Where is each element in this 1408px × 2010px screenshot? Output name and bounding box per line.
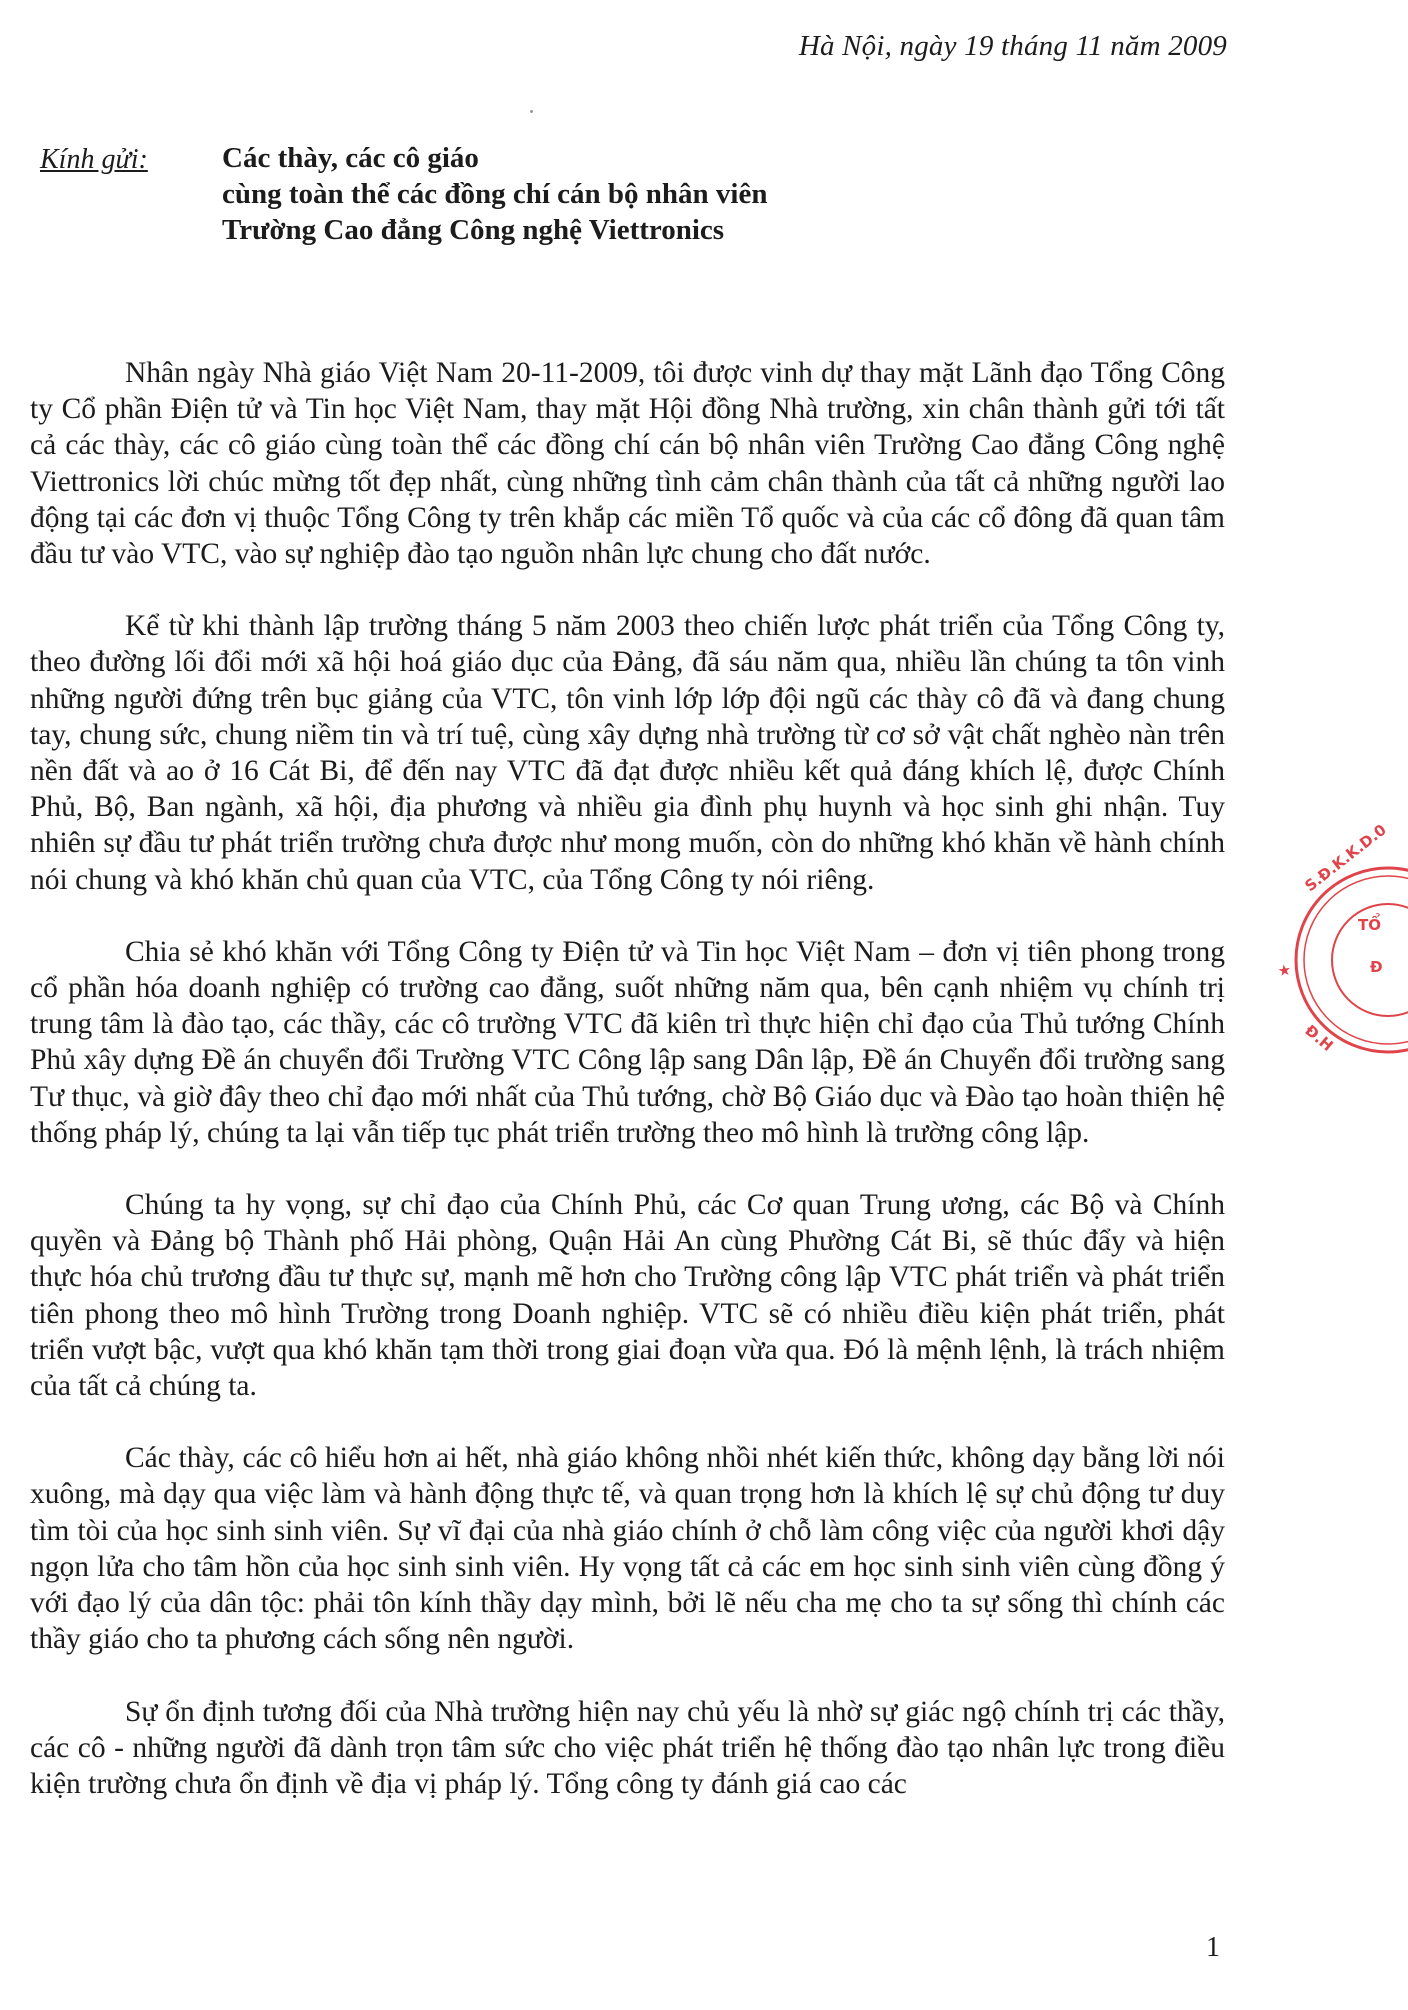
letter-body: [30, 355, 1225, 1838]
svg-text:★: ★: [1274, 962, 1295, 979]
paragraph: Sự ổn định tương đối của Nhà trường hiện nay chủ yếu là nhờ sự giác ngộ chính trị các thầy, các cô - những người đã dành trọn tâm sức cho việc phát triển hệ thống đào tạo nhân lực trong điều kiện trường chưa ổn định về địa vị pháp lý. Tổng công ty đánh giá cao các: [30, 1695, 1225, 1800]
paragraph: Các thày, các cô hiểu hơn ai hết, nhà giáo không nhồi nhét kiến thức, không dạy bằng lời nói xuông, mà dạy qua việc làm và hành động thực tế, và quan trọng hơn là khích lệ sự chủ động tư duy tìm tòi của học sinh sinh viên. Sự vĩ đại của nhà giáo chính ở chỗ làm công việc của người khơi dậy ngọn lửa cho tâm hồn của học sinh sinh viên. Hy vọng tất cả các em học sinh sinh viên cùng đồng ý với đạo lý của dân tộc: phải tôn kính thầy dạy mình, bởi lẽ nếu cha mẹ cho ta sự sống thì chính các thầy giáo cho ta phương cách sống nên người.: [30, 1442, 1225, 1656]
recipient-lines: [222, 140, 767, 248]
recipient-line: Các thày, các cô giáo: [222, 142, 479, 174]
recipient-label: Kính gửi:: [40, 144, 148, 175]
svg-text:TỔ: TỔ: [1358, 916, 1381, 934]
svg-text:S.Đ.K.K.D.0: S.Đ.K.K.D.0: [1301, 820, 1390, 896]
page-number: 1: [1206, 1932, 1220, 1963]
recipient-line: cùng toàn thể các đồng chí cán bộ nhân viên: [222, 178, 768, 210]
paragraph: Chia sẻ khó khăn với Tổng Công ty Điện tử và Tin học Việt Nam – đơn vị tiên phong trong cổ phần hóa doanh nghiệp có trường cao đẳng, suốt những năm qua, bên cạnh nhiệm vụ chính trị trung tâm là đào tạo, các thầy, các cô trường VTC đã kiên trì thực hiện chỉ đạo của Thủ tướng Chính Phủ xây dựng Đề án chuyển đổi Trường VTC Công lập sang Dân lập, Đề án Chuyển đổi trường sang Tư thục, và giờ đây theo chỉ đạo mới nhất của Thủ tướng, chờ Bộ Giáo dục và Đào tạo hoàn thiện hệ thống pháp lý, chúng ta lại vẫn tiếp tục phát triển trường theo mô hình là trường công lập.: [30, 935, 1225, 1149]
scan-speck: [530, 110, 533, 113]
recipient-line: Trường Cao đẳng Công nghệ Viettronics: [222, 214, 725, 246]
svg-text:Đ.H: Đ.H: [1301, 1021, 1337, 1055]
paragraph: Kể từ khi thành lập trường tháng 5 năm 2003 theo chiến lược phát triển của Tổng Công ty, theo đường lối đổi mới xã hội hoá giáo dục của Đảng, đã sáu năm qua, nhiều lần chúng ta tôn vinh những người đứng trên bục giảng của VTC, tôn vinh lớp lớp đội ngũ các thày cô đã và đang chung tay, chung sức, chung niềm tin và trí tuệ, cùng xây dựng nhà trường từ cơ sở vật chất nghèo nàn trên nền đất và ao ở 16 Cát Bi, để đến nay VTC đã đạt được nhiều kết quả đáng khích lệ, được Chính Phủ, Bộ, Ban ngành, xã hội, địa phương và nhiều gia đình phụ huynh và học sinh ghi nhận. Tuy nhiên sự đầu tư phát triển trường chưa được như mong muốn, còn do những khó khăn về hành chính nói chung và khó khăn chủ quan của VTC, của Tổng Công ty nói riêng.: [30, 610, 1225, 896]
red-seal-stamp: [1258, 820, 1408, 1060]
date-line: Hà Nội, ngày 19 tháng 11 năm 2009: [798, 30, 1227, 62]
paragraph: Chúng ta hy vọng, sự chỉ đạo của Chính Phủ, các Cơ quan Trung ương, các Bộ và Chính quyền và Đảng bộ Thành phố Hải phòng, Quận Hải An cùng Phường Cát Bi, sẽ thúc đẩy và hiện thực hóa chủ trương đầu tư thực sự, mạnh mẽ hơn cho Trường công lập VTC phát triển và phát triển tiên phong theo mô hình Trường trong Doanh nghiệp. VTC sẽ có nhiều điều kiện phát triển, phát triển vượt bậc, vượt qua khó khăn tạm thời trong giai đoạn vừa qua. Đó là mệnh lệnh, là trách nhiệm của tất cả chúng ta.: [30, 1189, 1225, 1403]
paragraph: Nhân ngày Nhà giáo Việt Nam 20-11-2009, tôi được vinh dự thay mặt Lãnh đạo Tổng Công ty Cổ phần Điện tử và Tin học Việt Nam, thay mặt Hội đồng Nhà trường, xin chân thành gửi tới tất cả các thày, các cô giáo cùng toàn thể các đồng chí cán bộ nhân viên Trường Cao đẳng Công nghệ Viettronics lời chúc mừng tốt đẹp nhất, cùng những tình cảm chân thành của tất cả những người lao động tại các đơn vị thuộc Tổng Công ty trên khắp các miền Tổ quốc và của các cổ đông đã quan tâm đầu tư vào VTC, vào sự nghiệp đào tạo nguồn nhân lực chung cho đất nước.: [30, 357, 1225, 571]
svg-text:Đ: Đ: [1370, 958, 1383, 976]
